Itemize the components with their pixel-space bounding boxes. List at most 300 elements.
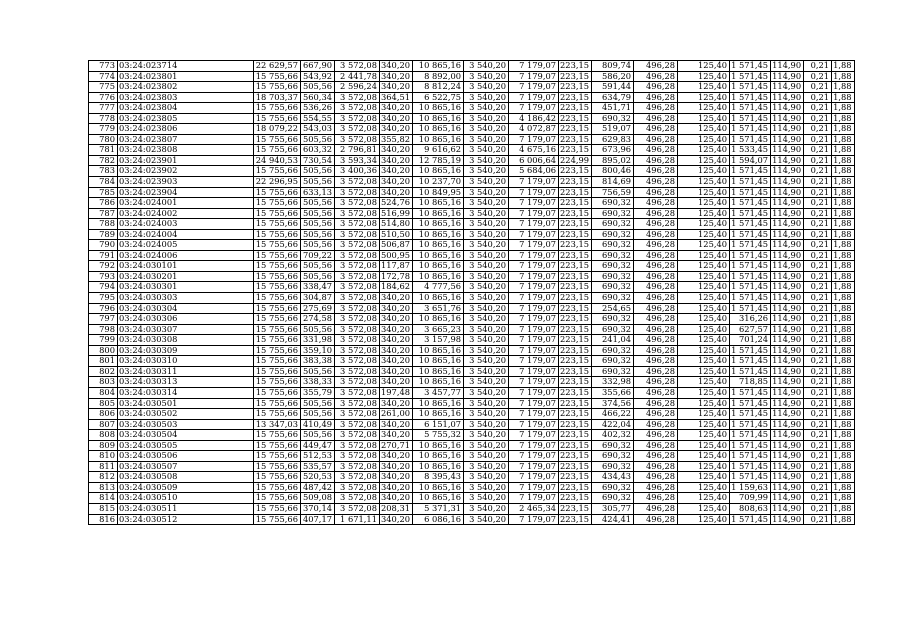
col-amount-3-cell: 3 572,08	[335, 387, 380, 398]
col-amount-7-cell: 7 179,07	[509, 472, 559, 483]
col-amount-3-cell: 3 572,08	[335, 451, 380, 462]
table-row	[89, 503, 855, 514]
col-amount-10-cell: 496,28	[634, 461, 678, 472]
col-amount-10-cell: 496,28	[634, 103, 678, 114]
col-amount-12-cell: 1 571,45	[730, 229, 771, 240]
col-amount-13-cell: 114,90	[771, 134, 804, 145]
col-amount-1-cell: 15 755,66	[254, 356, 301, 367]
col-amount-12-cell: 1 594,07	[730, 155, 771, 166]
col-amount-8-cell: 223,15	[559, 187, 592, 198]
col-amount-5-cell: 10 865,16	[413, 493, 464, 504]
col-amount-12-cell: 1 571,45	[730, 282, 771, 293]
col-amount-5-cell: 10 865,16	[413, 240, 464, 251]
col-amount-12-cell: 1 571,45	[730, 219, 771, 230]
col-amount-12-cell: 1 571,45	[730, 261, 771, 272]
col-amount-9-cell: 690,32	[592, 493, 634, 504]
col-amount-9-cell: 690,32	[592, 440, 634, 451]
col-amount-9-cell: 690,32	[592, 314, 634, 325]
row-number-cell: 815	[89, 503, 118, 514]
col-amount-5-cell: 10 865,16	[413, 356, 464, 367]
col-amount-2-cell: 667,90	[301, 61, 335, 72]
col-amount-2-cell: 505,56	[301, 208, 335, 219]
col-amount-9-cell: 690,32	[592, 240, 634, 251]
col-amount-15-cell: 1,88	[832, 451, 854, 462]
col-amount-4-cell: 524,76	[380, 198, 413, 209]
col-amount-4-cell: 340,20	[380, 461, 413, 472]
col-amount-8-cell: 223,15	[559, 514, 592, 525]
col-amount-1-cell: 15 755,66	[254, 377, 301, 388]
row-number-cell: 803	[89, 377, 118, 388]
row-number-cell: 813	[89, 482, 118, 493]
col-amount-6-cell: 3 540,20	[464, 271, 509, 282]
col-amount-11-cell: 125,40	[678, 271, 730, 282]
col-amount-14-cell: 0,21	[804, 451, 832, 462]
col-amount-4-cell: 340,20	[380, 514, 413, 525]
col-amount-10-cell: 496,28	[634, 71, 678, 82]
col-amount-10-cell: 496,28	[634, 493, 678, 504]
col-amount-7-cell: 7 179,07	[509, 250, 559, 261]
col-amount-1-cell: 15 755,66	[254, 387, 301, 398]
col-amount-13-cell: 114,90	[771, 366, 804, 377]
col-amount-13-cell: 114,90	[771, 177, 804, 188]
col-amount-12-cell: 1 159,63	[730, 482, 771, 493]
col-amount-2-cell: 487,42	[301, 482, 335, 493]
col-amount-10-cell: 496,28	[634, 82, 678, 93]
col-amount-12-cell: 1 571,45	[730, 166, 771, 177]
account-code-cell: 03:24:030311	[118, 366, 254, 377]
col-amount-8-cell: 223,15	[559, 124, 592, 135]
col-amount-8-cell: 223,15	[559, 314, 592, 325]
table-row	[89, 271, 855, 282]
col-amount-12-cell: 718,85	[730, 377, 771, 388]
col-amount-4-cell: 261,00	[380, 409, 413, 420]
col-amount-10-cell: 496,28	[634, 124, 678, 135]
col-amount-11-cell: 125,40	[678, 335, 730, 346]
col-amount-3-cell: 2 596,24	[335, 82, 380, 93]
col-amount-3-cell: 3 400,36	[335, 166, 380, 177]
col-amount-8-cell: 223,15	[559, 366, 592, 377]
col-amount-1-cell: 15 755,66	[254, 472, 301, 483]
table-row	[89, 134, 855, 145]
row-number-cell: 814	[89, 493, 118, 504]
col-amount-9-cell: 434,43	[592, 472, 634, 483]
col-amount-11-cell: 125,40	[678, 177, 730, 188]
col-amount-14-cell: 0,21	[804, 514, 832, 525]
col-amount-12-cell: 1 571,45	[730, 398, 771, 409]
col-amount-1-cell: 15 755,66	[254, 198, 301, 209]
col-amount-10-cell: 496,28	[634, 282, 678, 293]
col-amount-2-cell: 407,17	[301, 514, 335, 525]
row-number-cell: 802	[89, 366, 118, 377]
table-row	[89, 219, 855, 230]
col-amount-3-cell: 1 671,11	[335, 514, 380, 525]
col-amount-5-cell: 10 865,16	[413, 134, 464, 145]
col-amount-15-cell: 1,88	[832, 250, 854, 261]
table-row	[89, 282, 855, 293]
col-amount-4-cell: 340,20	[380, 356, 413, 367]
col-amount-1-cell: 22 629,57	[254, 61, 301, 72]
col-amount-6-cell: 3 540,20	[464, 482, 509, 493]
col-amount-8-cell: 223,15	[559, 92, 592, 103]
col-amount-6-cell: 3 540,20	[464, 219, 509, 230]
account-code-cell: 03:24:023806	[118, 124, 254, 135]
col-amount-3-cell: 3 572,08	[335, 398, 380, 409]
col-amount-3-cell: 3 572,08	[335, 92, 380, 103]
col-amount-4-cell: 340,20	[380, 82, 413, 93]
col-amount-14-cell: 0,21	[804, 430, 832, 441]
col-amount-13-cell: 114,90	[771, 451, 804, 462]
col-amount-8-cell: 223,15	[559, 229, 592, 240]
col-amount-3-cell: 3 572,08	[335, 440, 380, 451]
col-amount-14-cell: 0,21	[804, 482, 832, 493]
col-amount-10-cell: 496,28	[634, 271, 678, 282]
col-amount-12-cell: 1 571,45	[730, 103, 771, 114]
col-amount-7-cell: 7 179,07	[509, 335, 559, 346]
col-amount-4-cell: 340,20	[380, 166, 413, 177]
col-amount-6-cell: 3 540,20	[464, 261, 509, 272]
account-code-cell: 03:24:030308	[118, 335, 254, 346]
col-amount-3-cell: 3 572,08	[335, 366, 380, 377]
table-row	[89, 419, 855, 430]
col-amount-1-cell: 15 755,66	[254, 398, 301, 409]
col-amount-10-cell: 496,28	[634, 155, 678, 166]
col-amount-8-cell: 223,15	[559, 145, 592, 156]
col-amount-9-cell: 809,74	[592, 61, 634, 72]
col-amount-10-cell: 496,28	[634, 219, 678, 230]
col-amount-2-cell: 505,56	[301, 261, 335, 272]
col-amount-8-cell: 223,15	[559, 71, 592, 82]
col-amount-12-cell: 1 571,45	[730, 208, 771, 219]
col-amount-7-cell: 7 179,07	[509, 240, 559, 251]
col-amount-8-cell: 223,15	[559, 409, 592, 420]
col-amount-14-cell: 0,21	[804, 250, 832, 261]
col-amount-9-cell: 690,32	[592, 293, 634, 304]
col-amount-6-cell: 3 540,20	[464, 166, 509, 177]
col-amount-15-cell: 1,88	[832, 472, 854, 483]
col-amount-5-cell: 10 865,16	[413, 229, 464, 240]
col-amount-10-cell: 496,28	[634, 335, 678, 346]
col-amount-13-cell: 114,90	[771, 493, 804, 504]
col-amount-7-cell: 7 179,07	[509, 229, 559, 240]
row-number-cell: 778	[89, 113, 118, 124]
row-number-cell: 798	[89, 324, 118, 335]
col-amount-13-cell: 114,90	[771, 155, 804, 166]
col-amount-11-cell: 125,40	[678, 440, 730, 451]
col-amount-4-cell: 340,20	[380, 303, 413, 314]
table-row	[89, 345, 855, 356]
col-amount-5-cell: 3 457,77	[413, 387, 464, 398]
col-amount-15-cell: 1,88	[832, 503, 854, 514]
col-amount-10-cell: 496,28	[634, 177, 678, 188]
col-amount-5-cell: 3 651,76	[413, 303, 464, 314]
col-amount-1-cell: 15 755,66	[254, 493, 301, 504]
col-amount-6-cell: 3 540,20	[464, 282, 509, 293]
col-amount-15-cell: 1,88	[832, 208, 854, 219]
col-amount-15-cell: 1,88	[832, 514, 854, 525]
col-amount-8-cell: 223,15	[559, 219, 592, 230]
col-amount-11-cell: 125,40	[678, 493, 730, 504]
col-amount-11-cell: 125,40	[678, 113, 730, 124]
col-amount-14-cell: 0,21	[804, 198, 832, 209]
col-amount-9-cell: 690,32	[592, 282, 634, 293]
col-amount-12-cell: 1 571,45	[730, 461, 771, 472]
col-amount-2-cell: 505,56	[301, 219, 335, 230]
col-amount-8-cell: 223,15	[559, 377, 592, 388]
table-row	[89, 493, 855, 504]
col-amount-2-cell: 383,38	[301, 356, 335, 367]
col-amount-8-cell: 223,15	[559, 461, 592, 472]
col-amount-13-cell: 114,90	[771, 461, 804, 472]
col-amount-15-cell: 1,88	[832, 293, 854, 304]
col-amount-2-cell: 338,33	[301, 377, 335, 388]
col-amount-14-cell: 0,21	[804, 71, 832, 82]
account-code-cell: 03:24:030309	[118, 345, 254, 356]
row-number-cell: 809	[89, 440, 118, 451]
col-amount-11-cell: 125,40	[678, 345, 730, 356]
account-code-cell: 03:24:030307	[118, 324, 254, 335]
col-amount-8-cell: 223,15	[559, 472, 592, 483]
col-amount-5-cell: 10 865,16	[413, 219, 464, 230]
col-amount-2-cell: 520,53	[301, 472, 335, 483]
col-amount-14-cell: 0,21	[804, 103, 832, 114]
col-amount-1-cell: 15 755,66	[254, 314, 301, 325]
col-amount-12-cell: 1 533,45	[730, 145, 771, 156]
col-amount-10-cell: 496,28	[634, 472, 678, 483]
col-amount-7-cell: 7 179,07	[509, 103, 559, 114]
col-amount-6-cell: 3 540,20	[464, 419, 509, 430]
col-amount-10-cell: 496,28	[634, 514, 678, 525]
col-amount-8-cell: 223,15	[559, 293, 592, 304]
col-amount-1-cell: 15 755,66	[254, 145, 301, 156]
col-amount-4-cell: 340,20	[380, 145, 413, 156]
col-amount-15-cell: 1,88	[832, 335, 854, 346]
table-row	[89, 377, 855, 388]
row-number-cell: 788	[89, 219, 118, 230]
col-amount-11-cell: 125,40	[678, 208, 730, 219]
col-amount-14-cell: 0,21	[804, 503, 832, 514]
account-code-cell: 03:24:023802	[118, 82, 254, 93]
col-amount-13-cell: 114,90	[771, 219, 804, 230]
col-amount-11-cell: 125,40	[678, 61, 730, 72]
table-row	[89, 356, 855, 367]
col-amount-3-cell: 3 572,08	[335, 103, 380, 114]
col-amount-14-cell: 0,21	[804, 92, 832, 103]
col-amount-14-cell: 0,21	[804, 282, 832, 293]
col-amount-2-cell: 304,87	[301, 293, 335, 304]
col-amount-15-cell: 1,88	[832, 398, 854, 409]
col-amount-6-cell: 3 540,20	[464, 451, 509, 462]
col-amount-2-cell: 505,56	[301, 324, 335, 335]
col-amount-4-cell: 340,20	[380, 451, 413, 462]
table-row	[89, 461, 855, 472]
col-amount-6-cell: 3 540,20	[464, 293, 509, 304]
account-code-cell: 03:24:030509	[118, 482, 254, 493]
row-number-cell: 787	[89, 208, 118, 219]
row-number-cell: 797	[89, 314, 118, 325]
table-row	[89, 92, 855, 103]
col-amount-15-cell: 1,88	[832, 282, 854, 293]
data-table	[88, 60, 855, 525]
col-amount-5-cell: 10 865,16	[413, 398, 464, 409]
col-amount-2-cell: 505,56	[301, 166, 335, 177]
col-amount-12-cell: 1 571,45	[730, 345, 771, 356]
col-amount-8-cell: 223,15	[559, 166, 592, 177]
col-amount-11-cell: 125,40	[678, 282, 730, 293]
col-amount-9-cell: 690,32	[592, 208, 634, 219]
col-amount-15-cell: 1,88	[832, 345, 854, 356]
col-amount-4-cell: 117,87	[380, 261, 413, 272]
col-amount-5-cell: 10 865,16	[413, 451, 464, 462]
account-code-cell: 03:24:030303	[118, 293, 254, 304]
col-amount-4-cell: 506,87	[380, 240, 413, 251]
row-number-cell: 807	[89, 419, 118, 430]
col-amount-8-cell: 223,15	[559, 261, 592, 272]
col-amount-12-cell: 1 571,45	[730, 303, 771, 314]
col-amount-3-cell: 3 572,08	[335, 124, 380, 135]
col-amount-4-cell: 208,31	[380, 503, 413, 514]
col-amount-13-cell: 114,90	[771, 82, 804, 93]
account-code-cell: 03:24:023714	[118, 61, 254, 72]
table-row	[89, 198, 855, 209]
col-amount-9-cell: 800,46	[592, 166, 634, 177]
col-amount-3-cell: 3 572,08	[335, 208, 380, 219]
table-row	[89, 240, 855, 251]
col-amount-7-cell: 7 179,07	[509, 187, 559, 198]
col-amount-3-cell: 3 572,08	[335, 461, 380, 472]
account-code-cell: 03:24:030304	[118, 303, 254, 314]
col-amount-15-cell: 1,88	[832, 314, 854, 325]
table-row	[89, 293, 855, 304]
col-amount-12-cell: 1 571,45	[730, 92, 771, 103]
col-amount-13-cell: 114,90	[771, 503, 804, 514]
row-number-cell: 781	[89, 145, 118, 156]
col-amount-8-cell: 223,15	[559, 503, 592, 514]
col-amount-6-cell: 3 540,20	[464, 229, 509, 240]
row-number-cell: 799	[89, 335, 118, 346]
col-amount-9-cell: 690,32	[592, 366, 634, 377]
col-amount-4-cell: 340,20	[380, 430, 413, 441]
col-amount-12-cell: 1 571,45	[730, 387, 771, 398]
col-amount-9-cell: 422,04	[592, 419, 634, 430]
col-amount-11-cell: 125,40	[678, 303, 730, 314]
col-amount-4-cell: 197,48	[380, 387, 413, 398]
table-row	[89, 82, 855, 93]
col-amount-5-cell: 5 755,32	[413, 430, 464, 441]
col-amount-11-cell: 125,40	[678, 134, 730, 145]
table-row	[89, 208, 855, 219]
col-amount-6-cell: 3 540,20	[464, 145, 509, 156]
col-amount-13-cell: 114,90	[771, 240, 804, 251]
col-amount-11-cell: 125,40	[678, 71, 730, 82]
col-amount-3-cell: 3 572,08	[335, 493, 380, 504]
col-amount-10-cell: 496,28	[634, 92, 678, 103]
col-amount-4-cell: 340,20	[380, 61, 413, 72]
col-amount-5-cell: 10 849,95	[413, 187, 464, 198]
col-amount-10-cell: 496,28	[634, 293, 678, 304]
col-amount-11-cell: 125,40	[678, 324, 730, 335]
col-amount-12-cell: 808,63	[730, 503, 771, 514]
col-amount-9-cell: 519,07	[592, 124, 634, 135]
col-amount-1-cell: 22 296,95	[254, 177, 301, 188]
col-amount-11-cell: 125,40	[678, 92, 730, 103]
col-amount-15-cell: 1,88	[832, 419, 854, 430]
col-amount-7-cell: 7 179,07	[509, 271, 559, 282]
col-amount-14-cell: 0,21	[804, 166, 832, 177]
col-amount-2-cell: 338,47	[301, 282, 335, 293]
col-amount-2-cell: 560,34	[301, 92, 335, 103]
col-amount-6-cell: 3 540,20	[464, 208, 509, 219]
col-amount-7-cell: 7 179,07	[509, 261, 559, 272]
col-amount-11-cell: 125,40	[678, 166, 730, 177]
account-code-cell: 03:24:023807	[118, 134, 254, 145]
col-amount-13-cell: 114,90	[771, 166, 804, 177]
col-amount-5-cell: 10 865,16	[413, 124, 464, 135]
col-amount-13-cell: 114,90	[771, 335, 804, 346]
row-number-cell: 776	[89, 92, 118, 103]
col-amount-15-cell: 1,88	[832, 103, 854, 114]
col-amount-7-cell: 7 179,07	[509, 451, 559, 462]
col-amount-10-cell: 496,28	[634, 166, 678, 177]
col-amount-1-cell: 15 755,66	[254, 335, 301, 346]
col-amount-10-cell: 496,28	[634, 366, 678, 377]
col-amount-3-cell: 3 572,08	[335, 482, 380, 493]
account-code-cell: 03:24:024006	[118, 250, 254, 261]
col-amount-10-cell: 496,28	[634, 430, 678, 441]
col-amount-7-cell: 7 179,07	[509, 366, 559, 377]
col-amount-7-cell: 7 179,07	[509, 134, 559, 145]
row-number-cell: 794	[89, 282, 118, 293]
col-amount-2-cell: 543,92	[301, 71, 335, 82]
col-amount-9-cell: 673,96	[592, 145, 634, 156]
col-amount-1-cell: 15 755,66	[254, 103, 301, 114]
row-number-cell: 792	[89, 261, 118, 272]
col-amount-14-cell: 0,21	[804, 155, 832, 166]
col-amount-13-cell: 114,90	[771, 187, 804, 198]
col-amount-4-cell: 184,62	[380, 282, 413, 293]
account-code-cell: 03:24:030501	[118, 398, 254, 409]
col-amount-6-cell: 3 540,20	[464, 503, 509, 514]
col-amount-8-cell: 223,15	[559, 82, 592, 93]
col-amount-11-cell: 125,40	[678, 187, 730, 198]
col-amount-15-cell: 1,88	[832, 409, 854, 420]
col-amount-5-cell: 10 865,16	[413, 61, 464, 72]
col-amount-14-cell: 0,21	[804, 271, 832, 282]
col-amount-3-cell: 3 572,08	[335, 503, 380, 514]
col-amount-13-cell: 114,90	[771, 314, 804, 325]
col-amount-2-cell: 543,03	[301, 124, 335, 135]
col-amount-7-cell: 7 179,07	[509, 493, 559, 504]
table-row	[89, 440, 855, 451]
col-amount-13-cell: 114,90	[771, 482, 804, 493]
col-amount-5-cell: 10 865,16	[413, 482, 464, 493]
col-amount-2-cell: 505,56	[301, 409, 335, 420]
col-amount-10-cell: 496,28	[634, 113, 678, 124]
col-amount-8-cell: 223,15	[559, 324, 592, 335]
account-code-cell: 03:24:030506	[118, 451, 254, 462]
col-amount-7-cell: 7 179,07	[509, 219, 559, 230]
col-amount-14-cell: 0,21	[804, 461, 832, 472]
col-amount-3-cell: 3 572,08	[335, 282, 380, 293]
col-amount-2-cell: 505,56	[301, 134, 335, 145]
col-amount-5-cell: 10 865,16	[413, 103, 464, 114]
col-amount-2-cell: 509,08	[301, 493, 335, 504]
col-amount-8-cell: 223,15	[559, 303, 592, 314]
col-amount-4-cell: 340,20	[380, 113, 413, 124]
col-amount-5-cell: 6 151,07	[413, 419, 464, 430]
col-amount-15-cell: 1,88	[832, 271, 854, 282]
col-amount-2-cell: 275,69	[301, 303, 335, 314]
row-number-cell: 775	[89, 82, 118, 93]
